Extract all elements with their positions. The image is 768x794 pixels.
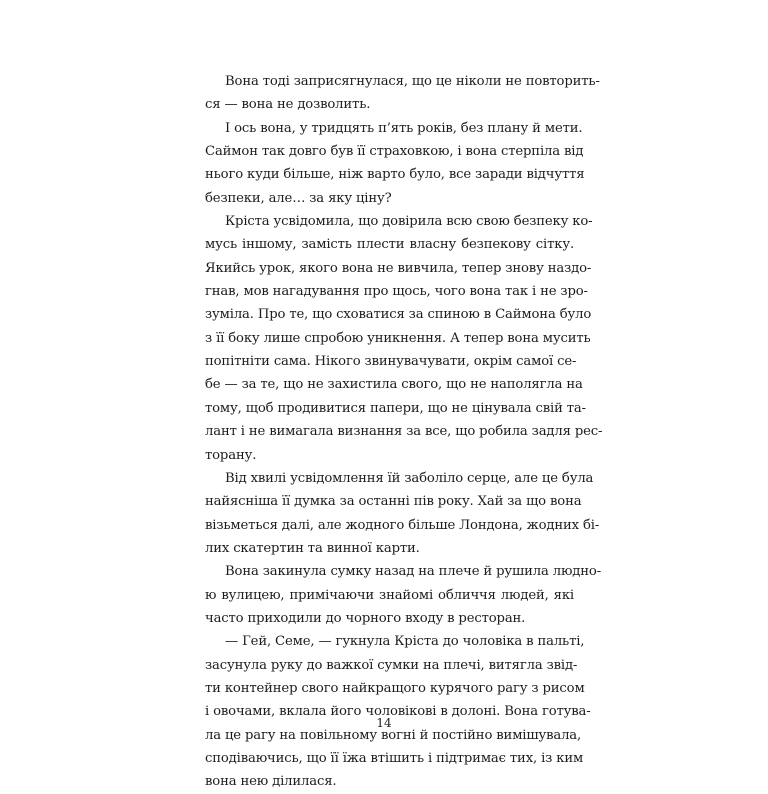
text-line: з її боку лише спробою уникнення. А тепер вона мусить <box>205 330 591 346</box>
text-line: часто приходили до чорного входу в ресторан. <box>205 610 526 626</box>
text-line: — Гей, Семе, — гукнула Кріста до чоловіка в пальті, <box>225 634 585 650</box>
text-line: бе — за те, що не захистила свого, що не наполягла на <box>205 377 583 393</box>
text-line: гнав, мов нагадування про щось, чого вона так і не зро- <box>205 284 588 300</box>
paragraph-4 <box>205 467 600 560</box>
paragraph-1 <box>205 70 600 117</box>
text-line: і овочами, вклала його чоловікові в долоні. Вона готува- <box>205 704 591 720</box>
text-line: Від хвилі усвідомлення їй заболіло серце, але це була <box>225 470 594 486</box>
paragraph-6 <box>205 630 591 793</box>
text-line: сподіваючись, що її їжа втішить і підтримає тих, із ким <box>205 750 584 766</box>
text-line: найясніша її думка за останні пів року. Хай за що вона <box>205 494 582 510</box>
text-line: ла це рагу на повільному вогні й постійно вимішувала, <box>205 727 582 743</box>
text-line: попітніти сама. Нікого звинувачувати, окрім самої се- <box>205 354 577 370</box>
page-number: 14 <box>376 716 392 730</box>
text-line: лих скатертин та винної карти. <box>205 540 420 556</box>
text-line: ю вулицею, примічаючи знайомі обличчя людей, які <box>205 587 574 603</box>
text-line: Якийсь урок, якого вона не вивчила, тепер знову наздо- <box>205 260 592 276</box>
text-line: торану. <box>205 447 257 463</box>
text-line: тому, щоб продивитися папери, що не цінувала свій та- <box>205 400 586 416</box>
text-line: лант і не вимагала визнання за все, що робила задля рес- <box>205 424 603 440</box>
text-line: ся — вона не дозволить. <box>205 97 371 113</box>
text-line: Вона закинула сумку назад на плече й рушила людно- <box>225 564 602 580</box>
text-line: вона нею ділилася. <box>205 774 337 790</box>
text-line: Вона тоді заприсягнулася, що це ніколи не повторить- <box>225 74 600 89</box>
text-line: мусь іншому, замість плести власну безпекову сітку. <box>205 237 574 253</box>
paragraph-3 <box>205 210 603 467</box>
text-line: Кріста усвідомила, що довірила всю свою безпеку ко- <box>225 214 593 230</box>
paragraph-2 <box>205 117 585 210</box>
text-line: зуміла. Про те, що сховатися за спиною в Саймона було <box>205 307 592 323</box>
text-line: нього куди більше, ніж варто було, все заради відчуття <box>205 167 585 183</box>
text-line: Саймон так довго був її страховкою, і вона стерпіла від <box>205 144 584 160</box>
text-line: візьметься далі, але жодного більше Лондона, жодних бі- <box>205 517 600 533</box>
text-line: ти контейнер свого найкращого курячого рагу з рисом <box>205 680 585 696</box>
text-line: І ось вона, у тридцять п’ять років, без плану й мети. <box>225 120 583 136</box>
book-page-body <box>205 70 603 794</box>
text-line: засунула руку до важкої сумки на плечі, витягла звід- <box>205 657 578 673</box>
paragraph-5 <box>205 560 602 630</box>
text-line: безпеки, але… за яку ціну? <box>205 190 392 206</box>
